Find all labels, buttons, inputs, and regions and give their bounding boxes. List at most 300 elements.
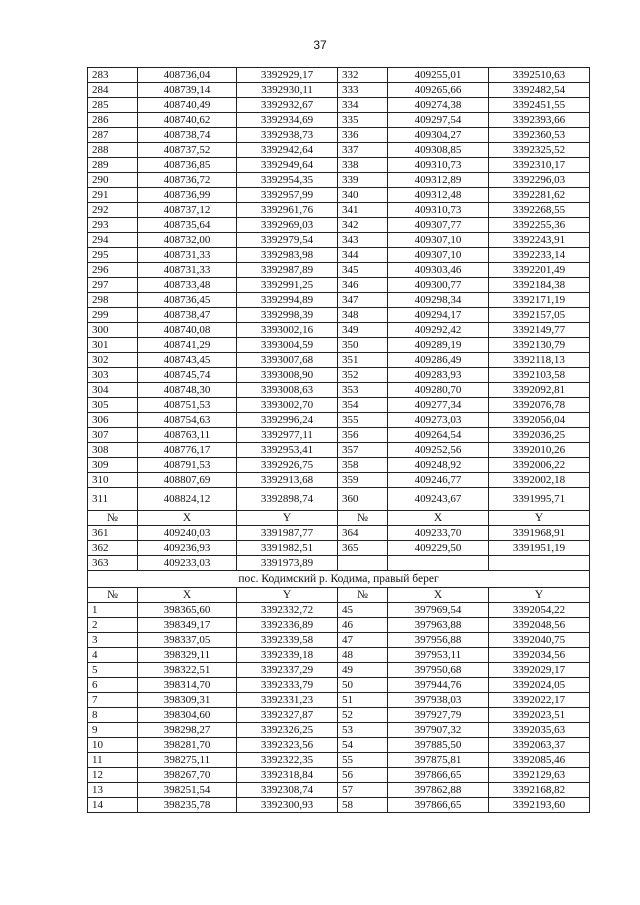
x-coordinate-cell: 408745,74 <box>138 368 237 383</box>
y-coordinate-cell: 3392996,24 <box>237 413 338 428</box>
table-row <box>88 526 590 541</box>
y-coordinate-cell: 3392063,37 <box>489 738 590 753</box>
y-coordinate-cell: 3392056,04 <box>489 413 590 428</box>
x-coordinate-cell: 398275,11 <box>138 753 237 768</box>
x-coordinate-cell: 409298,34 <box>388 293 489 308</box>
x-coordinate-cell: 409255,01 <box>388 68 489 83</box>
x-coordinate-cell: 408740,08 <box>138 323 237 338</box>
y-coordinate-cell: 3391973,89 <box>237 556 338 571</box>
point-number-cell: 9 <box>88 723 138 738</box>
table-row <box>88 783 590 798</box>
x-coordinate-cell: 397938,03 <box>388 693 489 708</box>
y-coordinate-cell: 3392048,56 <box>489 618 590 633</box>
table-row <box>88 511 590 526</box>
point-number-cell: 351 <box>338 353 388 368</box>
table-row <box>88 398 590 413</box>
x-coordinate-cell: 397956,88 <box>388 633 489 648</box>
point-number-cell: 349 <box>338 323 388 338</box>
x-coordinate-cell: 398304,60 <box>138 708 237 723</box>
x-coordinate-cell: 409236,93 <box>138 541 237 556</box>
point-number-cell: 14 <box>88 798 138 813</box>
x-coordinate-cell: 408807,69 <box>138 473 237 488</box>
table-row <box>88 293 590 308</box>
x-coordinate-cell: 398281,70 <box>138 738 237 753</box>
table-row <box>88 723 590 738</box>
x-coordinate-cell: 398251,54 <box>138 783 237 798</box>
y-coordinate-cell: 3392010,26 <box>489 443 590 458</box>
y-coordinate-cell: 3392168,82 <box>489 783 590 798</box>
point-number-cell: 6 <box>88 678 138 693</box>
y-coordinate-cell: 3392255,36 <box>489 218 590 233</box>
y-coordinate-cell: 3392929,17 <box>237 68 338 83</box>
point-number-cell: 54 <box>338 738 388 753</box>
point-number-cell: 354 <box>338 398 388 413</box>
point-number-cell: 360 <box>338 488 388 511</box>
table-row <box>88 678 590 693</box>
x-coordinate-cell: 398298,27 <box>138 723 237 738</box>
table-row <box>88 693 590 708</box>
point-number-cell: 307 <box>88 428 138 443</box>
point-number-cell: 11 <box>88 753 138 768</box>
y-coordinate-cell: 3392023,51 <box>489 708 590 723</box>
y-coordinate-cell: 3392233,14 <box>489 248 590 263</box>
point-number-cell: 352 <box>338 368 388 383</box>
x-coordinate-cell: 409229,50 <box>388 541 489 556</box>
table-row <box>88 618 590 633</box>
point-number-cell: 302 <box>88 353 138 368</box>
table-row <box>88 188 590 203</box>
coordinates-table <box>87 67 590 813</box>
y-coordinate-cell: 3392243,91 <box>489 233 590 248</box>
table-row <box>88 218 590 233</box>
y-coordinate-cell: 3392184,38 <box>489 278 590 293</box>
x-coordinate-cell: 408736,72 <box>138 173 237 188</box>
y-coordinate-cell: 3392327,87 <box>237 708 338 723</box>
table-row <box>88 663 590 678</box>
point-number-cell: 353 <box>338 383 388 398</box>
point-number-cell: 301 <box>88 338 138 353</box>
x-coordinate-cell: 408731,33 <box>138 248 237 263</box>
point-number-cell: 13 <box>88 783 138 798</box>
table-row <box>88 263 590 278</box>
x-coordinate-cell: 409308,85 <box>388 143 489 158</box>
y-coordinate-cell: Y <box>489 511 590 526</box>
y-coordinate-cell: 3392129,63 <box>489 768 590 783</box>
x-coordinate-cell: 408743,45 <box>138 353 237 368</box>
y-coordinate-cell: 3392991,25 <box>237 278 338 293</box>
x-coordinate-cell: 397866,65 <box>388 768 489 783</box>
table-row <box>88 128 590 143</box>
y-coordinate-cell: 3392323,56 <box>237 738 338 753</box>
x-coordinate-cell: 408736,85 <box>138 158 237 173</box>
x-coordinate-cell: 408735,64 <box>138 218 237 233</box>
table-row <box>88 368 590 383</box>
x-coordinate-cell: 409297,54 <box>388 113 489 128</box>
table-row <box>88 173 590 188</box>
y-coordinate-cell: 3392130,79 <box>489 338 590 353</box>
x-coordinate-cell: 398365,60 <box>138 603 237 618</box>
table-row <box>88 68 590 83</box>
point-number-cell: 285 <box>88 98 138 113</box>
x-coordinate-cell: 409307,10 <box>388 233 489 248</box>
point-number-cell: 7 <box>88 693 138 708</box>
y-coordinate-cell: 3392092,81 <box>489 383 590 398</box>
x-coordinate-cell: 409286,49 <box>388 353 489 368</box>
table-row <box>88 488 590 511</box>
point-number-cell: 58 <box>338 798 388 813</box>
y-coordinate-cell: 3391987,77 <box>237 526 338 541</box>
point-number-cell: 292 <box>88 203 138 218</box>
point-number-cell: № <box>338 588 388 603</box>
point-number-cell: 288 <box>88 143 138 158</box>
y-coordinate-cell: 3392326,25 <box>237 723 338 738</box>
x-coordinate-cell: 408824,12 <box>138 488 237 511</box>
x-coordinate-cell: 397862,88 <box>388 783 489 798</box>
y-coordinate-cell <box>489 556 590 571</box>
y-coordinate-cell: 3392325,52 <box>489 143 590 158</box>
x-coordinate-cell <box>388 556 489 571</box>
x-coordinate-cell: 408740,62 <box>138 113 237 128</box>
table-row <box>88 648 590 663</box>
x-coordinate-cell: 409233,03 <box>138 556 237 571</box>
table-row <box>88 308 590 323</box>
y-coordinate-cell: 3392998,39 <box>237 308 338 323</box>
table-row <box>88 541 590 556</box>
point-number-cell: 311 <box>88 488 138 511</box>
x-coordinate-cell: 408751,53 <box>138 398 237 413</box>
point-number-cell: 303 <box>88 368 138 383</box>
point-number-cell: 333 <box>338 83 388 98</box>
x-coordinate-cell: 408740,49 <box>138 98 237 113</box>
point-number-cell: 343 <box>338 233 388 248</box>
x-coordinate-cell: 409274,38 <box>388 98 489 113</box>
y-coordinate-cell: 3392938,73 <box>237 128 338 143</box>
y-coordinate-cell: 3392103,58 <box>489 368 590 383</box>
x-coordinate-cell: 409310,73 <box>388 158 489 173</box>
point-number-cell: № <box>338 511 388 526</box>
point-number-cell <box>338 556 388 571</box>
table-row <box>88 738 590 753</box>
x-coordinate-cell: 409310,73 <box>388 203 489 218</box>
x-coordinate-cell: 409248,92 <box>388 458 489 473</box>
x-coordinate-cell: 397953,11 <box>388 648 489 663</box>
table-row <box>88 143 590 158</box>
point-number-cell: 1 <box>88 603 138 618</box>
x-coordinate-cell: 409294,17 <box>388 308 489 323</box>
table-row <box>88 233 590 248</box>
y-coordinate-cell: 3392054,22 <box>489 603 590 618</box>
y-coordinate-cell: 3392002,18 <box>489 473 590 488</box>
x-coordinate-cell: 409307,77 <box>388 218 489 233</box>
point-number-cell: 304 <box>88 383 138 398</box>
y-coordinate-cell: 3392157,05 <box>489 308 590 323</box>
x-coordinate-cell: 398235,78 <box>138 798 237 813</box>
y-coordinate-cell: 3391951,19 <box>489 541 590 556</box>
point-number-cell: 356 <box>338 428 388 443</box>
point-number-cell: 298 <box>88 293 138 308</box>
y-coordinate-cell: 3392932,67 <box>237 98 338 113</box>
y-coordinate-cell: 3392029,17 <box>489 663 590 678</box>
y-coordinate-cell: 3392201,49 <box>489 263 590 278</box>
x-coordinate-cell: 409312,89 <box>388 173 489 188</box>
point-number-cell: 57 <box>338 783 388 798</box>
x-coordinate-cell: 408738,47 <box>138 308 237 323</box>
x-coordinate-cell: 408732,00 <box>138 233 237 248</box>
point-number-cell: 334 <box>338 98 388 113</box>
y-coordinate-cell: 3392339,18 <box>237 648 338 663</box>
y-coordinate-cell: 3392898,74 <box>237 488 338 511</box>
y-coordinate-cell: 3392333,79 <box>237 678 338 693</box>
point-number-cell: 295 <box>88 248 138 263</box>
point-number-cell: 341 <box>338 203 388 218</box>
x-coordinate-cell: 397927,79 <box>388 708 489 723</box>
x-coordinate-cell: X <box>138 588 237 603</box>
y-coordinate-cell: Y <box>237 511 338 526</box>
x-coordinate-cell: 409292,42 <box>388 323 489 338</box>
x-coordinate-cell: 408754,63 <box>138 413 237 428</box>
y-coordinate-cell: 3392022,17 <box>489 693 590 708</box>
point-number-cell: № <box>88 588 138 603</box>
point-number-cell: 3 <box>88 633 138 648</box>
x-coordinate-cell: 398314,70 <box>138 678 237 693</box>
y-coordinate-cell: 3392994,89 <box>237 293 338 308</box>
x-coordinate-cell: 398337,05 <box>138 633 237 648</box>
table-row <box>88 203 590 218</box>
x-coordinate-cell: 408731,33 <box>138 263 237 278</box>
x-coordinate-cell: 409264,54 <box>388 428 489 443</box>
x-coordinate-cell: X <box>388 511 489 526</box>
y-coordinate-cell: 3392318,84 <box>237 768 338 783</box>
y-coordinate-cell: 3392451,55 <box>489 98 590 113</box>
y-coordinate-cell: 3391982,51 <box>237 541 338 556</box>
x-coordinate-cell: 398309,31 <box>138 693 237 708</box>
point-number-cell: № <box>88 511 138 526</box>
x-coordinate-cell: 397866,65 <box>388 798 489 813</box>
point-number-cell: 305 <box>88 398 138 413</box>
point-number-cell: 348 <box>338 308 388 323</box>
y-coordinate-cell: 3392926,75 <box>237 458 338 473</box>
y-coordinate-cell: 3392953,41 <box>237 443 338 458</box>
table-row <box>88 428 590 443</box>
point-number-cell: 337 <box>338 143 388 158</box>
table-row <box>88 248 590 263</box>
point-number-cell: 338 <box>338 158 388 173</box>
x-coordinate-cell: 409273,03 <box>388 413 489 428</box>
x-coordinate-cell: 398329,11 <box>138 648 237 663</box>
point-number-cell: 48 <box>338 648 388 663</box>
point-number-cell: 342 <box>338 218 388 233</box>
point-number-cell: 8 <box>88 708 138 723</box>
point-number-cell: 10 <box>88 738 138 753</box>
y-coordinate-cell: 3392149,77 <box>489 323 590 338</box>
x-coordinate-cell: 397885,50 <box>388 738 489 753</box>
point-number-cell: 345 <box>338 263 388 278</box>
x-coordinate-cell: X <box>388 588 489 603</box>
x-coordinate-cell: 397907,32 <box>388 723 489 738</box>
x-coordinate-cell: 408739,14 <box>138 83 237 98</box>
x-coordinate-cell: 409280,70 <box>388 383 489 398</box>
x-coordinate-cell: 408736,99 <box>138 188 237 203</box>
point-number-cell: 336 <box>338 128 388 143</box>
y-coordinate-cell: 3392118,13 <box>489 353 590 368</box>
point-number-cell: 299 <box>88 308 138 323</box>
point-number-cell: 5 <box>88 663 138 678</box>
point-number-cell: 283 <box>88 68 138 83</box>
y-coordinate-cell: Y <box>237 588 338 603</box>
table-row <box>88 556 590 571</box>
y-coordinate-cell: 3392310,17 <box>489 158 590 173</box>
table-row <box>88 603 590 618</box>
point-number-cell: 335 <box>338 113 388 128</box>
point-number-cell: 310 <box>88 473 138 488</box>
y-coordinate-cell: 3392036,25 <box>489 428 590 443</box>
table-row <box>88 323 590 338</box>
y-coordinate-cell: 3393002,16 <box>237 323 338 338</box>
x-coordinate-cell: 409233,70 <box>388 526 489 541</box>
point-number-cell: 47 <box>338 633 388 648</box>
x-coordinate-cell: 408737,12 <box>138 203 237 218</box>
y-coordinate-cell: 3392337,29 <box>237 663 338 678</box>
y-coordinate-cell: 3392171,19 <box>489 293 590 308</box>
point-number-cell: 286 <box>88 113 138 128</box>
y-coordinate-cell: 3392360,53 <box>489 128 590 143</box>
y-coordinate-cell: 3393007,68 <box>237 353 338 368</box>
point-number-cell: 51 <box>338 693 388 708</box>
point-number-cell: 358 <box>338 458 388 473</box>
point-number-cell: 355 <box>338 413 388 428</box>
point-number-cell: 350 <box>338 338 388 353</box>
y-coordinate-cell: 3392281,62 <box>489 188 590 203</box>
table-row <box>88 588 590 603</box>
x-coordinate-cell: 408776,17 <box>138 443 237 458</box>
y-coordinate-cell: 3392308,74 <box>237 783 338 798</box>
y-coordinate-cell: 3392482,54 <box>489 83 590 98</box>
point-number-cell: 365 <box>338 541 388 556</box>
table-row <box>88 413 590 428</box>
table-row <box>88 473 590 488</box>
y-coordinate-cell: 3392006,22 <box>489 458 590 473</box>
x-coordinate-cell: X <box>138 511 237 526</box>
x-coordinate-cell: 408741,29 <box>138 338 237 353</box>
y-coordinate-cell: 3393008,90 <box>237 368 338 383</box>
x-coordinate-cell: 397875,81 <box>388 753 489 768</box>
x-coordinate-cell: 408748,30 <box>138 383 237 398</box>
x-coordinate-cell: 409307,10 <box>388 248 489 263</box>
y-coordinate-cell: 3391995,71 <box>489 488 590 511</box>
y-coordinate-cell: 3391968,91 <box>489 526 590 541</box>
x-coordinate-cell: 398267,70 <box>138 768 237 783</box>
y-coordinate-cell: 3392040,75 <box>489 633 590 648</box>
point-number-cell: 284 <box>88 83 138 98</box>
table-row <box>88 798 590 813</box>
table-row <box>88 753 590 768</box>
y-coordinate-cell: 3392983,98 <box>237 248 338 263</box>
y-coordinate-cell: 3392085,46 <box>489 753 590 768</box>
table-row <box>88 383 590 398</box>
point-number-cell: 297 <box>88 278 138 293</box>
point-number-cell: 50 <box>338 678 388 693</box>
y-coordinate-cell: 3392969,03 <box>237 218 338 233</box>
point-number-cell: 362 <box>88 541 138 556</box>
point-number-cell: 300 <box>88 323 138 338</box>
table-row <box>88 633 590 648</box>
y-coordinate-cell: 3393008,63 <box>237 383 338 398</box>
x-coordinate-cell: 409304,27 <box>388 128 489 143</box>
point-number-cell: 45 <box>338 603 388 618</box>
point-number-cell: 364 <box>338 526 388 541</box>
y-coordinate-cell: 3393002,70 <box>237 398 338 413</box>
y-coordinate-cell: 3392300,93 <box>237 798 338 813</box>
y-coordinate-cell: 3392331,23 <box>237 693 338 708</box>
x-coordinate-cell: 409289,19 <box>388 338 489 353</box>
y-coordinate-cell: Y <box>489 588 590 603</box>
point-number-cell: 357 <box>338 443 388 458</box>
table-row <box>88 458 590 473</box>
point-number-cell: 306 <box>88 413 138 428</box>
point-number-cell: 287 <box>88 128 138 143</box>
y-coordinate-cell: 3392339,58 <box>237 633 338 648</box>
x-coordinate-cell: 409246,77 <box>388 473 489 488</box>
table-row <box>88 768 590 783</box>
point-number-cell: 4 <box>88 648 138 663</box>
x-coordinate-cell: 397969,54 <box>388 603 489 618</box>
point-number-cell: 53 <box>338 723 388 738</box>
table-row <box>88 443 590 458</box>
point-number-cell: 55 <box>338 753 388 768</box>
x-coordinate-cell: 408736,04 <box>138 68 237 83</box>
point-number-cell: 308 <box>88 443 138 458</box>
y-coordinate-cell: 3392954,35 <box>237 173 338 188</box>
x-coordinate-cell: 408733,48 <box>138 278 237 293</box>
y-coordinate-cell: 3392961,76 <box>237 203 338 218</box>
x-coordinate-cell: 397950,68 <box>388 663 489 678</box>
table-row <box>88 158 590 173</box>
point-number-cell: 296 <box>88 263 138 278</box>
x-coordinate-cell: 409283,93 <box>388 368 489 383</box>
x-coordinate-cell: 408736,45 <box>138 293 237 308</box>
y-coordinate-cell: 3392332,72 <box>237 603 338 618</box>
x-coordinate-cell: 409240,03 <box>138 526 237 541</box>
y-coordinate-cell: 3392296,03 <box>489 173 590 188</box>
y-coordinate-cell: 3392913,68 <box>237 473 338 488</box>
point-number-cell: 12 <box>88 768 138 783</box>
point-number-cell: 49 <box>338 663 388 678</box>
y-coordinate-cell: 3392322,35 <box>237 753 338 768</box>
y-coordinate-cell: 3392510,63 <box>489 68 590 83</box>
x-coordinate-cell: 408763,11 <box>138 428 237 443</box>
point-number-cell: 361 <box>88 526 138 541</box>
table-row <box>88 708 590 723</box>
x-coordinate-cell: 409252,56 <box>388 443 489 458</box>
y-coordinate-cell: 3392930,11 <box>237 83 338 98</box>
y-coordinate-cell: 3392336,89 <box>237 618 338 633</box>
point-number-cell: 2 <box>88 618 138 633</box>
point-number-cell: 52 <box>338 708 388 723</box>
point-number-cell: 291 <box>88 188 138 203</box>
point-number-cell: 363 <box>88 556 138 571</box>
y-coordinate-cell: 3392035,63 <box>489 723 590 738</box>
point-number-cell: 290 <box>88 173 138 188</box>
table-row <box>88 278 590 293</box>
y-coordinate-cell: 3392393,66 <box>489 113 590 128</box>
y-coordinate-cell: 3392024,05 <box>489 678 590 693</box>
y-coordinate-cell: 3392034,56 <box>489 648 590 663</box>
y-coordinate-cell: 3392934,69 <box>237 113 338 128</box>
y-coordinate-cell: 3392076,78 <box>489 398 590 413</box>
point-number-cell: 294 <box>88 233 138 248</box>
page-number: 37 <box>313 38 327 52</box>
point-number-cell: 46 <box>338 618 388 633</box>
